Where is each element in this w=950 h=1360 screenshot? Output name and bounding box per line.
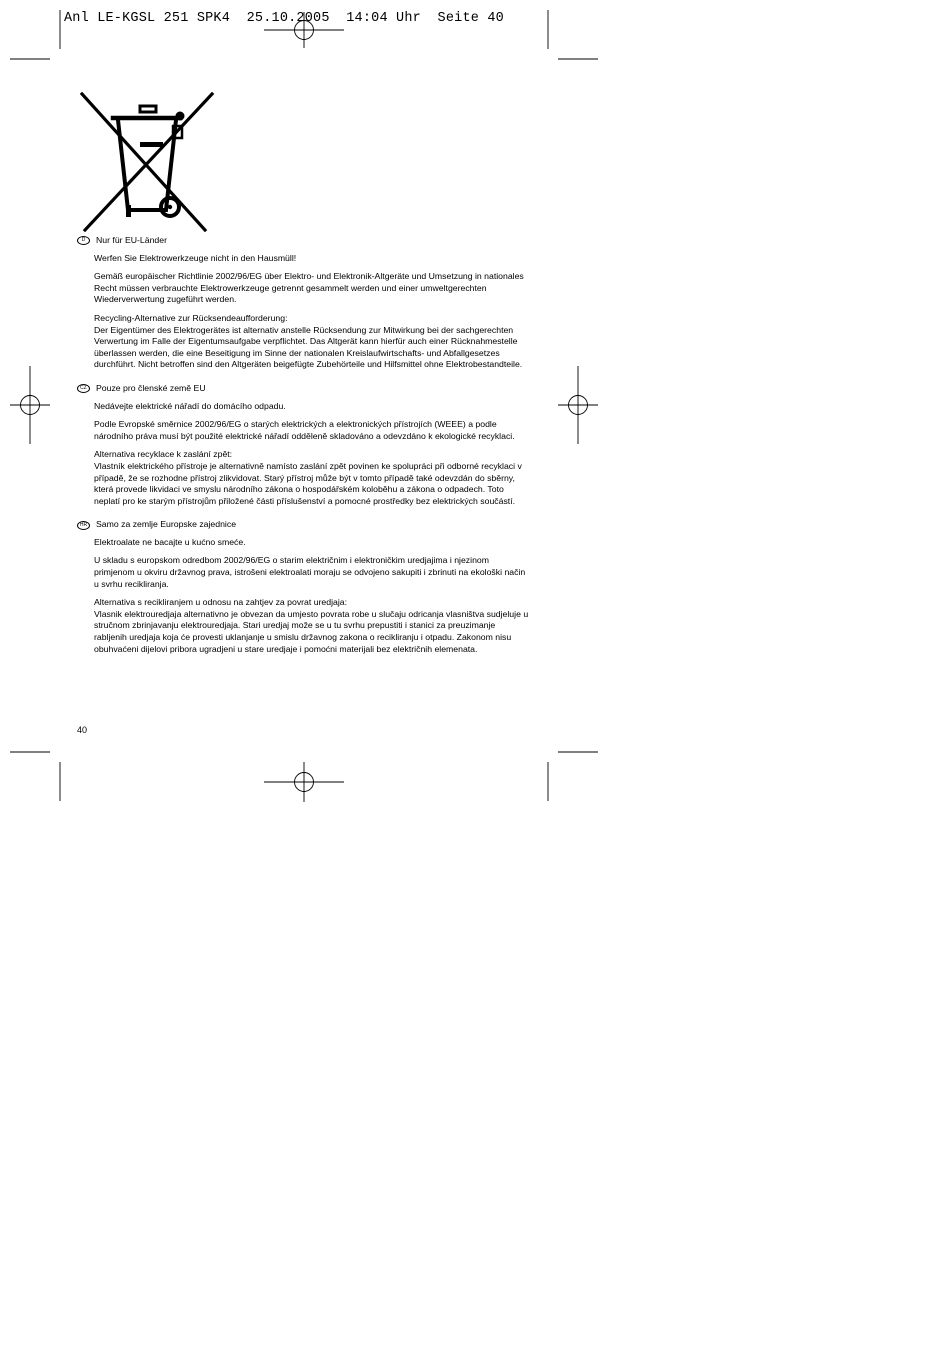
language-flag-icon: D <box>77 236 90 245</box>
directive-text: Gemäß europäischer Richtlinie 2002/96/EG über Elektro- und Elektronik-Altgeräte und Umsetzung in nationales Recht müssen verbrauchte Elektrowerkzeuge getrennt gesammelt werden und einer umweltgerechten Wiederverwertung zugeführt werden. <box>94 271 524 305</box>
bin-label-bar <box>140 142 163 147</box>
section-title: Pouze pro členské země EU <box>96 382 206 393</box>
section-hr <box>77 519 529 655</box>
language-flag-icon: CZ <box>77 384 90 393</box>
alternative-heading: Alternativa s recikliranjem u odnosu na zahtjev za povrat uredjaja: <box>94 597 348 608</box>
section-title: Samo za zemlje Europske zajednice <box>96 519 237 530</box>
alternative-text: Der Eigentümer des Elektrogerätes ist alternativ anstelle Rücksendung zur Mitwirkung bei der sachgerechten Verwertung im Falle der Eigentumsaufgabe verpflichtet. Das Altgerät kann hierfür auch einer Rücknahmestelle überlassen werden, die eine Beseitigung im Sinne der nationalen Kreislaufwirtschafts- und Abfallgesetzes durchführt. Nicht betroffen sind den Altgeräten beigefügte Zubehörteile und Hilfsmittel ohne Elektrobestandteile. <box>94 324 523 370</box>
section-heading <box>77 383 529 395</box>
warning-text: Werfen Sie Elektrowerkzeuge nicht in den Hausmüll! <box>94 252 297 263</box>
directive-text: U skladu s europskom odredbom 2002/96/EG o starim električnim i elektroničkim uredjajima i njezinom primjenom u okviru državnog prava, istrošeni elektroalati moraju se odvojeno sakupiti i zbrinuti na ekološki način u svrhu recikliranja. <box>94 555 526 589</box>
recycling-alternative <box>94 597 529 655</box>
section-title: Nur für EU-Länder <box>96 235 167 245</box>
directive-text: Podle Evropské směrnice 2002/96/EG o starých elektrických a elektronických přístrojích (WEEE) a podle národního práva musí být použité elektrické nářadí odděleně skladováno a odevzdáno k ekologické recyklaci. <box>94 419 515 441</box>
warning-text: Nedávejte elektrické nářadí do domácího odpadu. <box>94 400 286 411</box>
alternative-heading: Alternativa recyklace k zaslání zpět: <box>94 449 233 460</box>
print-slug-header: Anl LE-KGSL 251 SPK4 25.10.2005 14:04 Uhr Seite 40 <box>64 11 504 26</box>
language-flag-icon: HR <box>77 521 90 530</box>
alternative-text: Vlasnik elektrouredjaja alternativno je obvezan da umjesto povrata robe u slučaju odricanja vlasništva sudjeluje u stručnom zbrinjavanju elektrouredjaja. Stari uredjaj može se u tu svrhu prepustiti i stanici za preuzimanje rabljenih uredjaja koja će provesti uklanjanje u smislu državnog zakona o recikliranju i otpadu. Zakonom nisu obuhvaćeni dijelovi pribora ugradjeni u stare uredjaje i pomoćni materijali bez električnih elemenata. <box>94 608 529 654</box>
section-heading <box>77 235 529 247</box>
section-de <box>77 235 529 371</box>
recycling-alternative <box>94 313 529 371</box>
alternative-text: Vlastník elektrického přístroje je alternativně namísto zaslání zpět povinen ke spolupráci při odborné recyklaci v případě, že se rozhodne přístroj zlikvidovat. Starý přístroj může být v tomto případě také odevzdán do sběrny, která provede likvidaci ve smyslu národního zákona o hospodářském koloběhu a zákona o odpadech. Toto neplatí pro ke starým přístrojům přiložené části příslušenství a pomocné prostředky bez elektrických součástí. <box>94 460 522 506</box>
weee-crossed-bin-icon <box>80 92 215 232</box>
page-number: 40 <box>77 725 88 735</box>
recycling-alternative <box>94 449 529 507</box>
section-heading <box>77 519 529 531</box>
alternative-heading: Recycling-Alternative zur Rücksendeaufforderung: <box>94 312 288 323</box>
warning-text: Elektroalate ne bacajte u kućno smeće. <box>94 536 246 547</box>
section-cz <box>77 383 529 507</box>
disposal-instructions <box>77 235 529 667</box>
